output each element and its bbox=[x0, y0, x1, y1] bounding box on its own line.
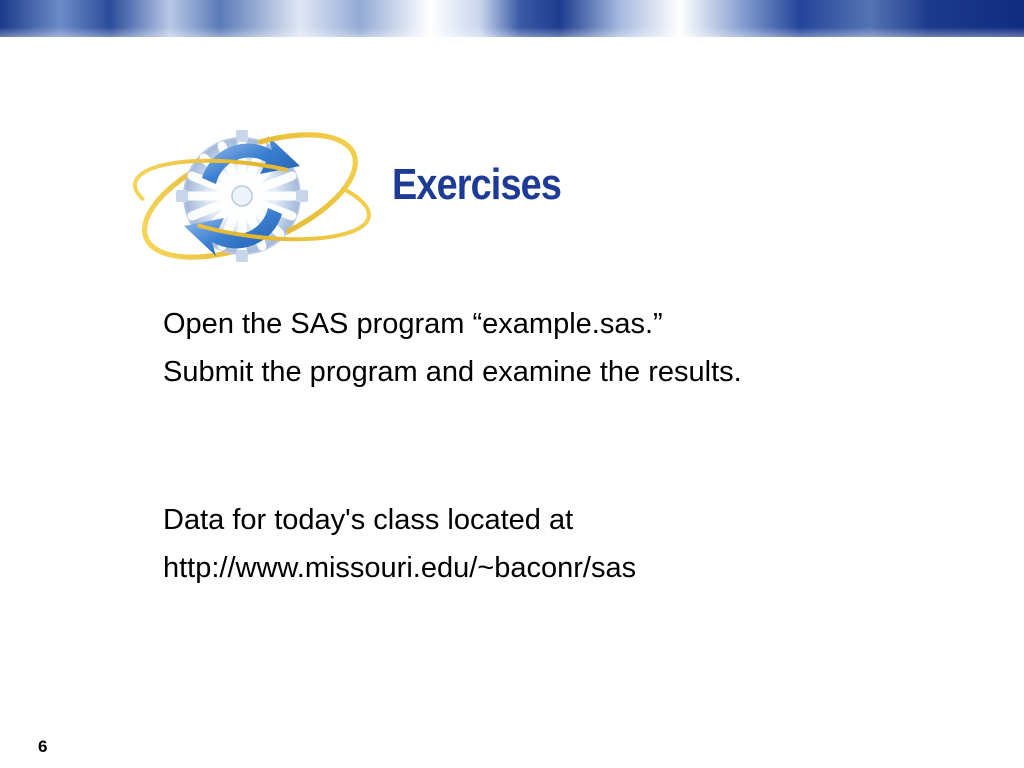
header-band bbox=[0, 0, 1024, 37]
body-line-2: Submit the program and examine the results. bbox=[163, 356, 742, 388]
slide-body bbox=[163, 300, 983, 592]
body-line-4: http://www.missouri.edu/~baconr/sas bbox=[163, 552, 637, 584]
rotating-gear-with-arrows-icon bbox=[132, 108, 372, 288]
body-line-1: Open the SAS program “example.sas.” bbox=[163, 308, 663, 340]
page-number: 6 bbox=[38, 737, 48, 756]
slide-title: Exercises bbox=[392, 160, 562, 209]
spacer bbox=[163, 396, 983, 496]
body-line-3: Data for today's class located at bbox=[163, 504, 574, 536]
